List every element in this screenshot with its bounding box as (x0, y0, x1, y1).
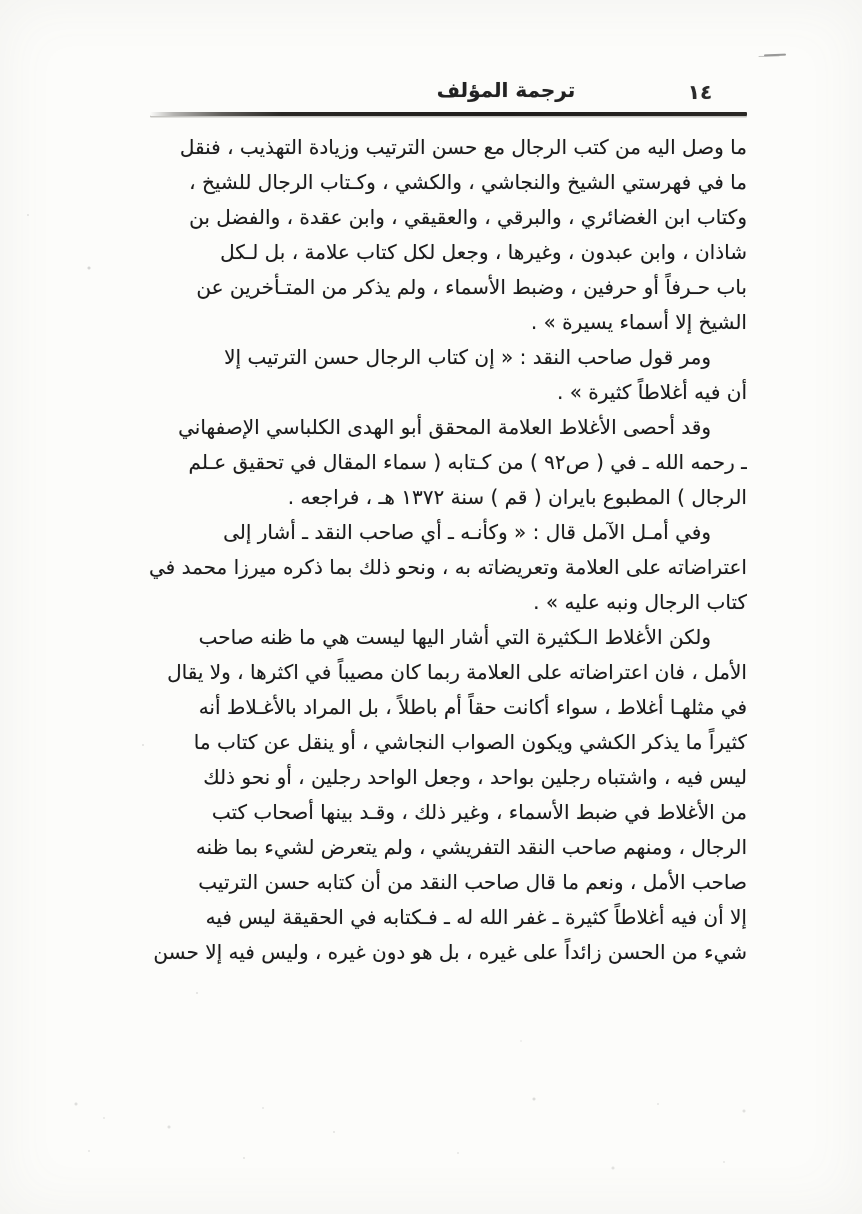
text-line: الأمل ، فان اعتراضاته على العلامة ربما كان مصيباً في اكثرها ، ولا يقال (167, 660, 747, 684)
text-line: كتاب الرجال ونبه عليه » . (533, 590, 747, 614)
text-line: ـ رحمه الله ـ في ( ص٩٢ ) من كـتابه ( سماء المقال في تحقيق عـلم (188, 450, 747, 474)
page-header-title: ترجمة المؤلف (436, 78, 576, 102)
text-line: ما في فهرستي الشيخ والنجاشي ، والكشي ، وكـتاب الرجال للشيخ ، (189, 170, 747, 194)
text-line: وفي أمـل الآمل قال : « وكأنـه ـ أي صاحب النقد ـ أشار إلى (223, 520, 711, 544)
text-line: اعتراضاته على العلامة وتعريضاته به ، ونحو ذلك بما ذكره ميرزا محمد في (148, 555, 747, 579)
text-line: شاذان ، وابن عبدون ، وغيرها ، وجعل لكل كتاب علامة ، بل لـكل (220, 240, 747, 264)
text-line: أن فيه أغلاطاً كثيرة » . (556, 380, 747, 404)
text-line: باب حـرفاً أو حرفين ، وضبط الأسماء ، ولم يذكر من المتـأخرين عن (196, 275, 747, 299)
header-divider-rule (150, 112, 747, 116)
text-line: وكتاب ابن الغضائري ، والبرقي ، والعقيقي ، وابن عقدة ، والفضل بن (189, 205, 747, 229)
text-line: صاحب الأمل ، ونعم ما قال صاحب النقد من أن كتابه حسن الترتيب (198, 870, 747, 894)
text-line: ولكن الأغلاط الـكثيرة التي أشار اليها ليست هي ما ظنه صاحب (198, 625, 711, 649)
text-line: ومر قول صاحب النقد : « إن كتاب الرجال حسن الترتيب إلا (224, 345, 711, 369)
page-number: ١٤ (687, 80, 713, 104)
body-text-block (145, 130, 747, 970)
text-line: الرجال ) المطبوع بايران ( قم ) سنة ١٣٧٢ هـ ، فراجعه . (287, 485, 747, 509)
text-line: شيء من الحسن زائداً على غيره ، بل هو دون غيره ، وليس فيه إلا حسن (153, 940, 747, 964)
text-line: الشيخ إلا أسماء يسيرة » . (530, 310, 747, 334)
text-line: وقد أحصى الأغلاط العلامة المحقق أبو الهدى الكلباسي الإصفهاني (178, 415, 711, 439)
text-line: في مثلهـا أغلاط ، سواء أكانت حقاً أم باطلاً ، بل المراد بالأغـلاط أنه (198, 695, 747, 719)
scan-stray-mark (764, 54, 786, 57)
scan-noise-specks (0, 0, 2, 2)
text-line: الرجال ، ومنهم صاحب النقد التفريشي ، ولم يتعرض لشيء بما ظنه (195, 835, 747, 859)
text-line: من الأغلاط في ضبط الأسماء ، وغير ذلك ، وقـد بينها أصحاب كتب (211, 800, 747, 824)
text-line: إلا أن فيه أغلاطاً كثيرة ـ غفر الله له ـ فـكتابه في الحقيقة ليس فيه (205, 905, 747, 929)
text-line: ما وصل اليه من كتب الرجال مع حسن الترتيب وزيادة التهذيب ، فنقل (179, 135, 747, 159)
text-line: كثيراً ما يذكر الكشي ويكون الصواب النجاشي ، أو ينقل عن كتاب ما (193, 730, 747, 754)
text-line: ليس فيه ، واشتباه رجلين بواحد ، وجعل الواحد رجلين ، أو نحو ذلك (203, 765, 747, 789)
